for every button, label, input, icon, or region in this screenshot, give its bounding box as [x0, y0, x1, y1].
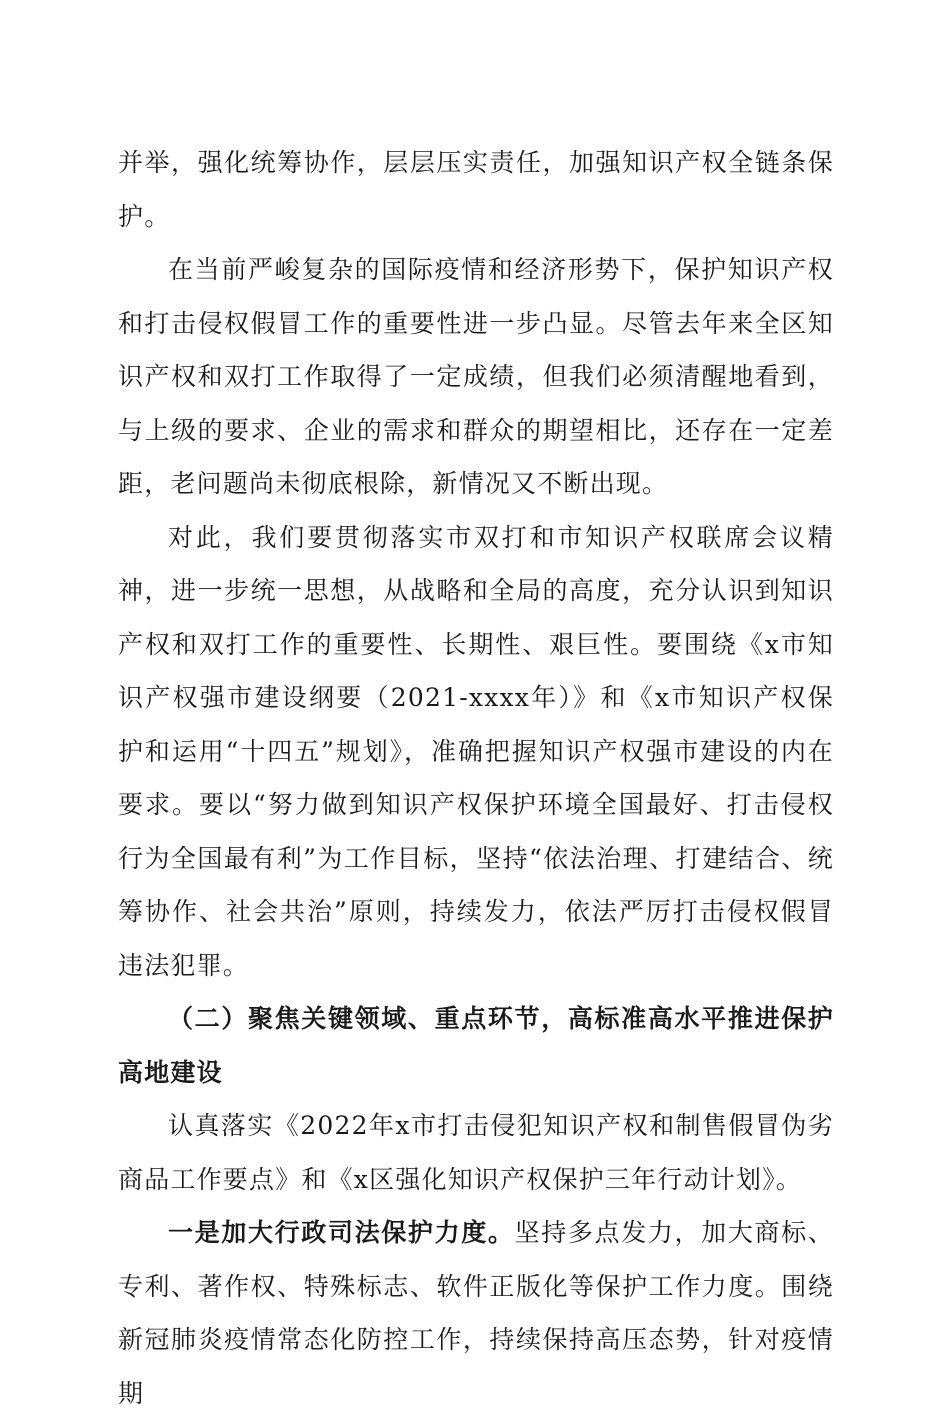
section-heading: （二）聚焦关键领域、重点环节，高标准高水平推进保护高地建设 [118, 1004, 834, 1087]
paragraph-lead-phrase: 一是加大行政司法保护力度。 [168, 1218, 515, 1247]
paragraph-protection [118, 1206, 834, 1420]
paragraph-continuation: 并举，强化统筹协作，层层压实责任，加强知识产权全链条保护。 [118, 148, 834, 231]
paragraph-body-text: 坚持多点发力，加大商标、专利、著作权、特殊标志、软件正版化等保护工作力度。围绕新冠肺炎疫情常态化防控工作，持续保持高压态势，针对疫情期 [118, 1218, 834, 1408]
paragraph-measures: 对此，我们要贯彻落实市双打和市知识产权联席会议精神，进一步统一思想，从战略和全局的高度，充分认识到知识产权和双打工作的重要性、长期性、艰巨性。要围绕《x市知识产权强市建设纲要（2021-xxxx年）》和《x市知识产权保护和运用“十四五”规划》，准确把握知识产权强市建设的内在要求。要以“努力做到知识产权保护环境全国最好、打击侵权行为全国最有利”为工作目标，坚持“依法治理、打建结合、统筹协作、社会共治”原则，持续发力，依法严厉打击侵权假冒违法犯罪。 [118, 522, 834, 980]
paragraph-implementation: 认真落实《2022年x市打击侵犯知识产权和制售假冒伪劣商品工作要点》和《x区强化知识产权保护三年行动计划》。 [118, 1111, 834, 1194]
paragraph-situation: 在当前严峻复杂的国际疫情和经济形势下，保护知识产权和打击侵权假冒工作的重要性进一步凸显。尽管去年来全区知识产权和双打工作取得了一定成绩，但我们必须清醒地看到，与上级的要求、企业的需求和群众的期望相比，还存在一定差距，老问题尚未彻底根除，新情况又不断出现。 [118, 255, 834, 498]
document-body [118, 136, 834, 1420]
